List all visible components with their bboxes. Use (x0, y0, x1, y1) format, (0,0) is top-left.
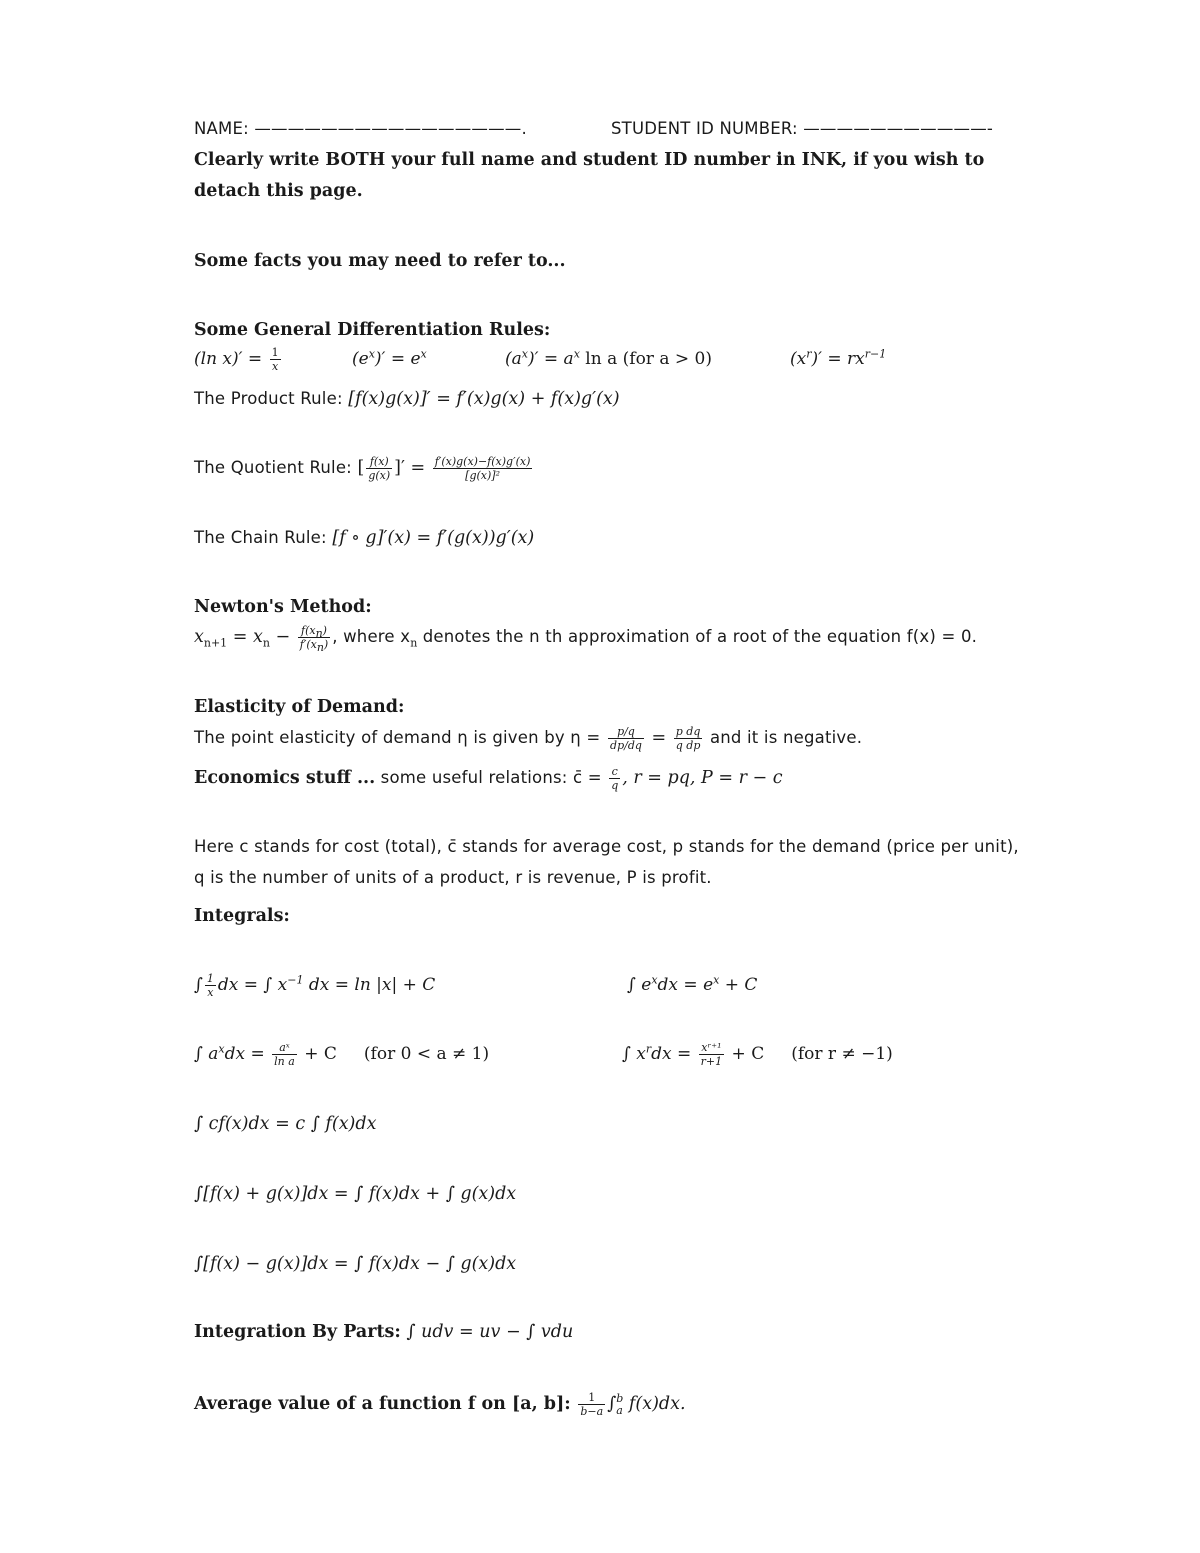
fraction: $\frac{p/q}{dp/dq}$ (610, 725, 642, 752)
economics-relations: Economics stuff ... some useful relations: c̄ = $\frac{c}{q}$ , r = pq, P = r − c (194, 765, 783, 792)
fraction: $\frac{\text{p dq}}{\text{q dp}}$ (675, 725, 701, 752)
integral-reciprocal: ∫ $\frac{1}{x}$ dx = ∫ $x^{-1}$ dx = ln |x| + C (194, 972, 436, 999)
diff-rule-power: $(x^r)' = rx^{r-1}$ (790, 347, 887, 369)
average-value: Average value of a function f on [a, b]: $\frac{1}{b-a}$ ∫ b a f(x)dx. (194, 1391, 686, 1418)
fraction: $\frac{f(x_n)}{f'(x_n)}$ (299, 624, 329, 655)
fraction: $\frac{f(x)}{g(x)}$ (368, 455, 391, 482)
definitions-line-1: Here c stands for cost (total), c̄ stands for average cost, p stands for the demand (price per unit), (194, 837, 1019, 856)
newton-formula: $x_{n+1} = x_n$ − $\frac{f(x_n)}{f'(x_n)}$ , where $x_n$ denotes the n th approximation of a root of the equation f(x) = 0. (194, 624, 978, 655)
elasticity-heading: Elasticity of Demand: (194, 697, 405, 717)
integral-power: ∫ $x^rdx$ = $\frac{\text{xʳ⁺¹}}{r+1}$ + C (for r ≠ −1) (622, 1041, 893, 1068)
quotient-rule: The Quotient Rule: [ $\frac{f(x)}{g(x)}$ ]′ = $\frac{f'(x)g(x)-f(x)g'(x)}{\text{[g(x)]²}}$ (194, 455, 531, 482)
instruction-line-1: Clearly write BOTH your full name and student ID number in INK, if you wish to (194, 150, 985, 170)
chain-rule: The Chain Rule: [f ∘ g]′(x) = f′(g(x))g′(x) (194, 528, 535, 548)
name-blank: ————————————————. (254, 119, 527, 138)
diff-rule-ax: $(a^x)' = a^x$ ln a (for a > 0) (505, 347, 712, 369)
integrals-heading: Integrals: (194, 906, 290, 926)
fraction: $\frac{1}{b-a}$ (580, 1391, 604, 1418)
product-rule: The Product Rule: [f(x)g(x)]′ = f′(x)g(x) + f(x)g′(x) (194, 389, 620, 409)
integral-constant-multiple: ∫ cf(x)dx = c ∫ f(x)dx (194, 1114, 377, 1134)
diff-rule-ln: (ln x)′ = $\frac{1}{x}$ (194, 346, 279, 373)
definitions-line-2: q is the number of units of a product, r is revenue, P is profit. (194, 868, 712, 887)
diff-rule-exp: $(e^x)' = e^x$ (352, 347, 427, 369)
integral-sum: ∫[f(x) + g(x)]dx = ∫ f(x)dx + ∫ g(x)dx (194, 1184, 517, 1204)
fraction: $\frac{1}{x}$ (206, 972, 214, 999)
integration-by-parts: Integration By Parts: ∫ udv = uv − ∫ vdu (194, 1322, 574, 1342)
intro-text: Some facts you may need to refer to... (194, 251, 566, 271)
instruction-line-2: detach this page. (194, 181, 363, 201)
student-id-label: STUDENT ID NUMBER: (611, 119, 798, 138)
name-label: NAME: (194, 119, 249, 138)
name-field-row (194, 118, 527, 140)
student-id-row (611, 118, 993, 140)
integral-ax: ∫ $a^xdx$ = $\frac{\text{aˣ}}{\text{ln a}}$ + C (for 0 < a ≠ 1) (194, 1041, 490, 1068)
differentiation-heading: Some General Differentiation Rules: (194, 320, 551, 340)
fraction: $\frac{1}{x}$ (271, 346, 279, 373)
newton-heading: Newton's Method: (194, 597, 372, 617)
integral-exponential: ∫ $e^xdx = e^x + C$ (627, 973, 758, 995)
student-id-blank: ———————————- (803, 119, 994, 138)
fraction: $\frac{\text{aˣ}}{\text{ln a}}$ (274, 1041, 295, 1068)
fraction: $\frac{f'(x)g(x)-f(x)g'(x)}{\text{[g(x)]²}}$ (434, 455, 531, 482)
fraction: $\frac{c}{q}$ (611, 765, 619, 792)
integral-limits: b a (616, 1391, 624, 1417)
elasticity-formula: The point elasticity of demand η is given by η = $\frac{p/q}{dp/dq}$ = $\frac{\text{p dq}}{\text{q dp}}$ and it is negative. (194, 725, 863, 752)
fraction: $\frac{\text{xʳ⁺¹}}{r+1}$ (700, 1041, 723, 1068)
integral-difference: ∫[f(x) − g(x)]dx = ∫ f(x)dx − ∫ g(x)dx (194, 1254, 517, 1274)
